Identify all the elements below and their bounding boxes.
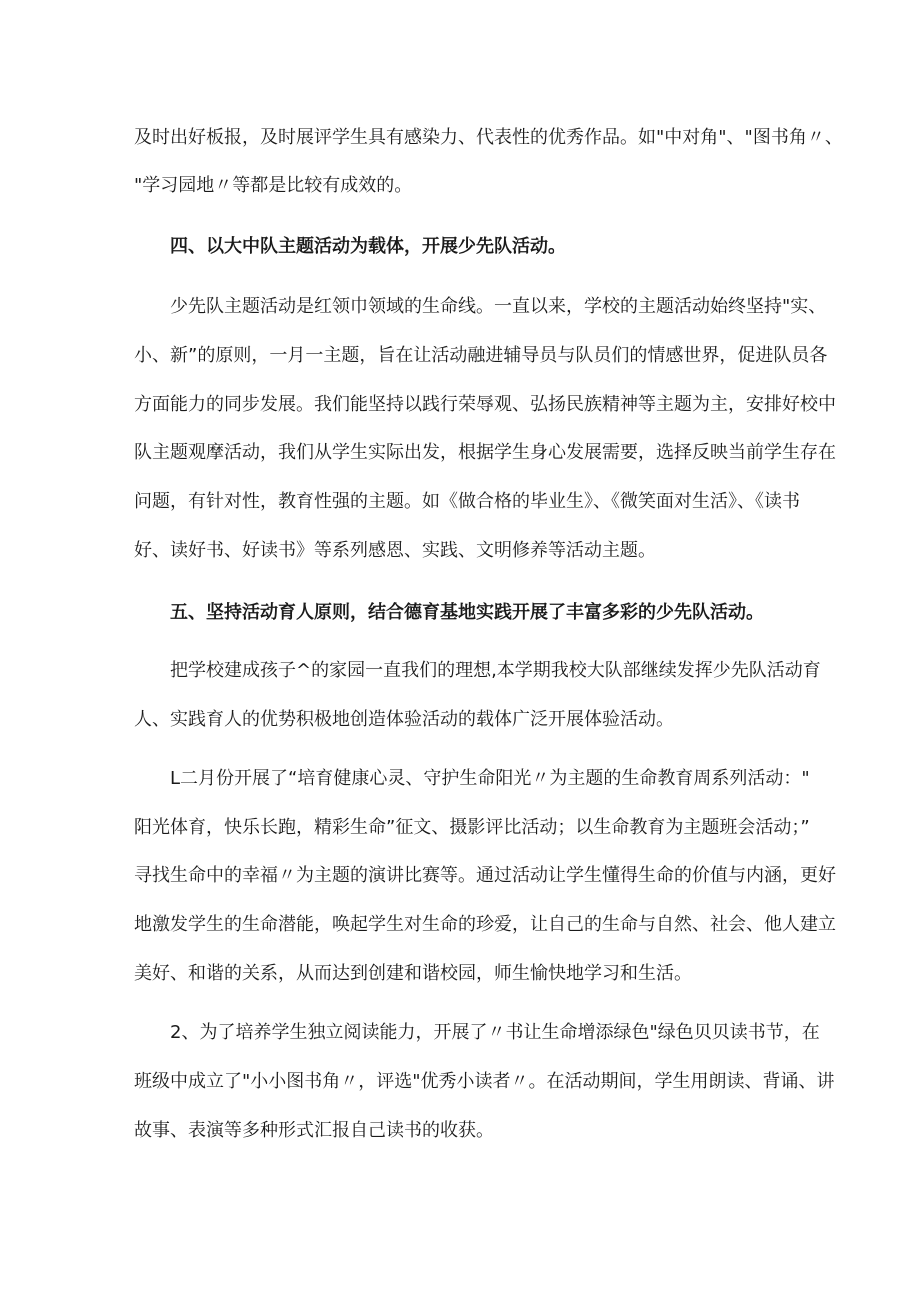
paragraph-line: 阳光体育，快乐长跑，精彩生命”征文、摄影评比活动；以生命教育为主题班会活动；”	[134, 817, 810, 838]
paragraph-line: 把学校建成孩子^的家园一直我们的理想,本学期我校大队部继续发挥少先队活动育	[170, 660, 821, 681]
paragraph-line: 问题，有针对性，教育性强的主题。如《做合格的毕业生》、《微笑面对生活》、《读书	[134, 491, 800, 512]
paragraph-line: 地激发学生的生命潜能，唤起学生对生命的珍爱，让自己的生命与自然、社会、他人建立	[134, 914, 836, 935]
paragraph-line: 队主题观摩活动，我们从学生实际出发，根据学生身心发展需要，选择反映当前学生存在	[134, 442, 836, 463]
section-heading-four: 四、以大中队主题活动为载体，开展少先队活动。	[170, 236, 566, 257]
paragraph-line: 及时出好板报，及时展评学生具有感染力、代表性的优秀作品。如"中对角"、"图书角〃、	[134, 127, 843, 148]
paragraph-line: 好、读好书、好读书》等系列感恩、实践、文明修养等活动主题。	[134, 540, 656, 561]
paragraph-line: 方面能力的同步发展。我们能坚持以践行荣辱观、弘扬民族精神等主题为主，安排好校中	[134, 394, 836, 415]
paragraph-line: 美好、和谐的关系，从而达到创建和谐校园，师生愉快地学习和生活。	[134, 963, 692, 984]
paragraph-line: 班级中成立了"小小图书角〃，评选"优秀小读者〃。在活动期间，学生用朗读、背诵、讲	[134, 1071, 835, 1092]
paragraph-line: 人、实践育人的优势积极地创造体验活动的载体广泛开展体验活动。	[134, 709, 674, 730]
paragraph-line: 故事、表演等多种形式汇报自己读书的收获。	[134, 1120, 494, 1141]
section-heading-five: 五、坚持活动育人原则，结合德育基地实践开展了丰富多彩的少先队活动。	[170, 602, 764, 623]
paragraph-line: "学习园地〃等都是比较有成效的。	[134, 175, 413, 196]
paragraph-line: 寻找生命中的幸福〃为主题的演讲比赛等。通过活动让学生懂得生命的价值与内涵，更好	[134, 865, 836, 886]
paragraph-line: L二月份开展了“培育健康心灵、守护生命阳光〃为主题的生命教育周系列活动："	[170, 768, 810, 789]
paragraph-line: 2、为了培养学生独立阅读能力，开展了〃书让生命增添绿色"绿色贝贝读书节，在	[170, 1022, 820, 1043]
paragraph-line: 少先队主题活动是红领巾领域的生命线。一直以来，学校的主题活动始终坚持"实、	[170, 296, 827, 317]
paragraph-line: 小、新”的原则，一月一主题，旨在让活动融进辅导员与队员们的情感世界，促进队员各	[134, 345, 828, 366]
